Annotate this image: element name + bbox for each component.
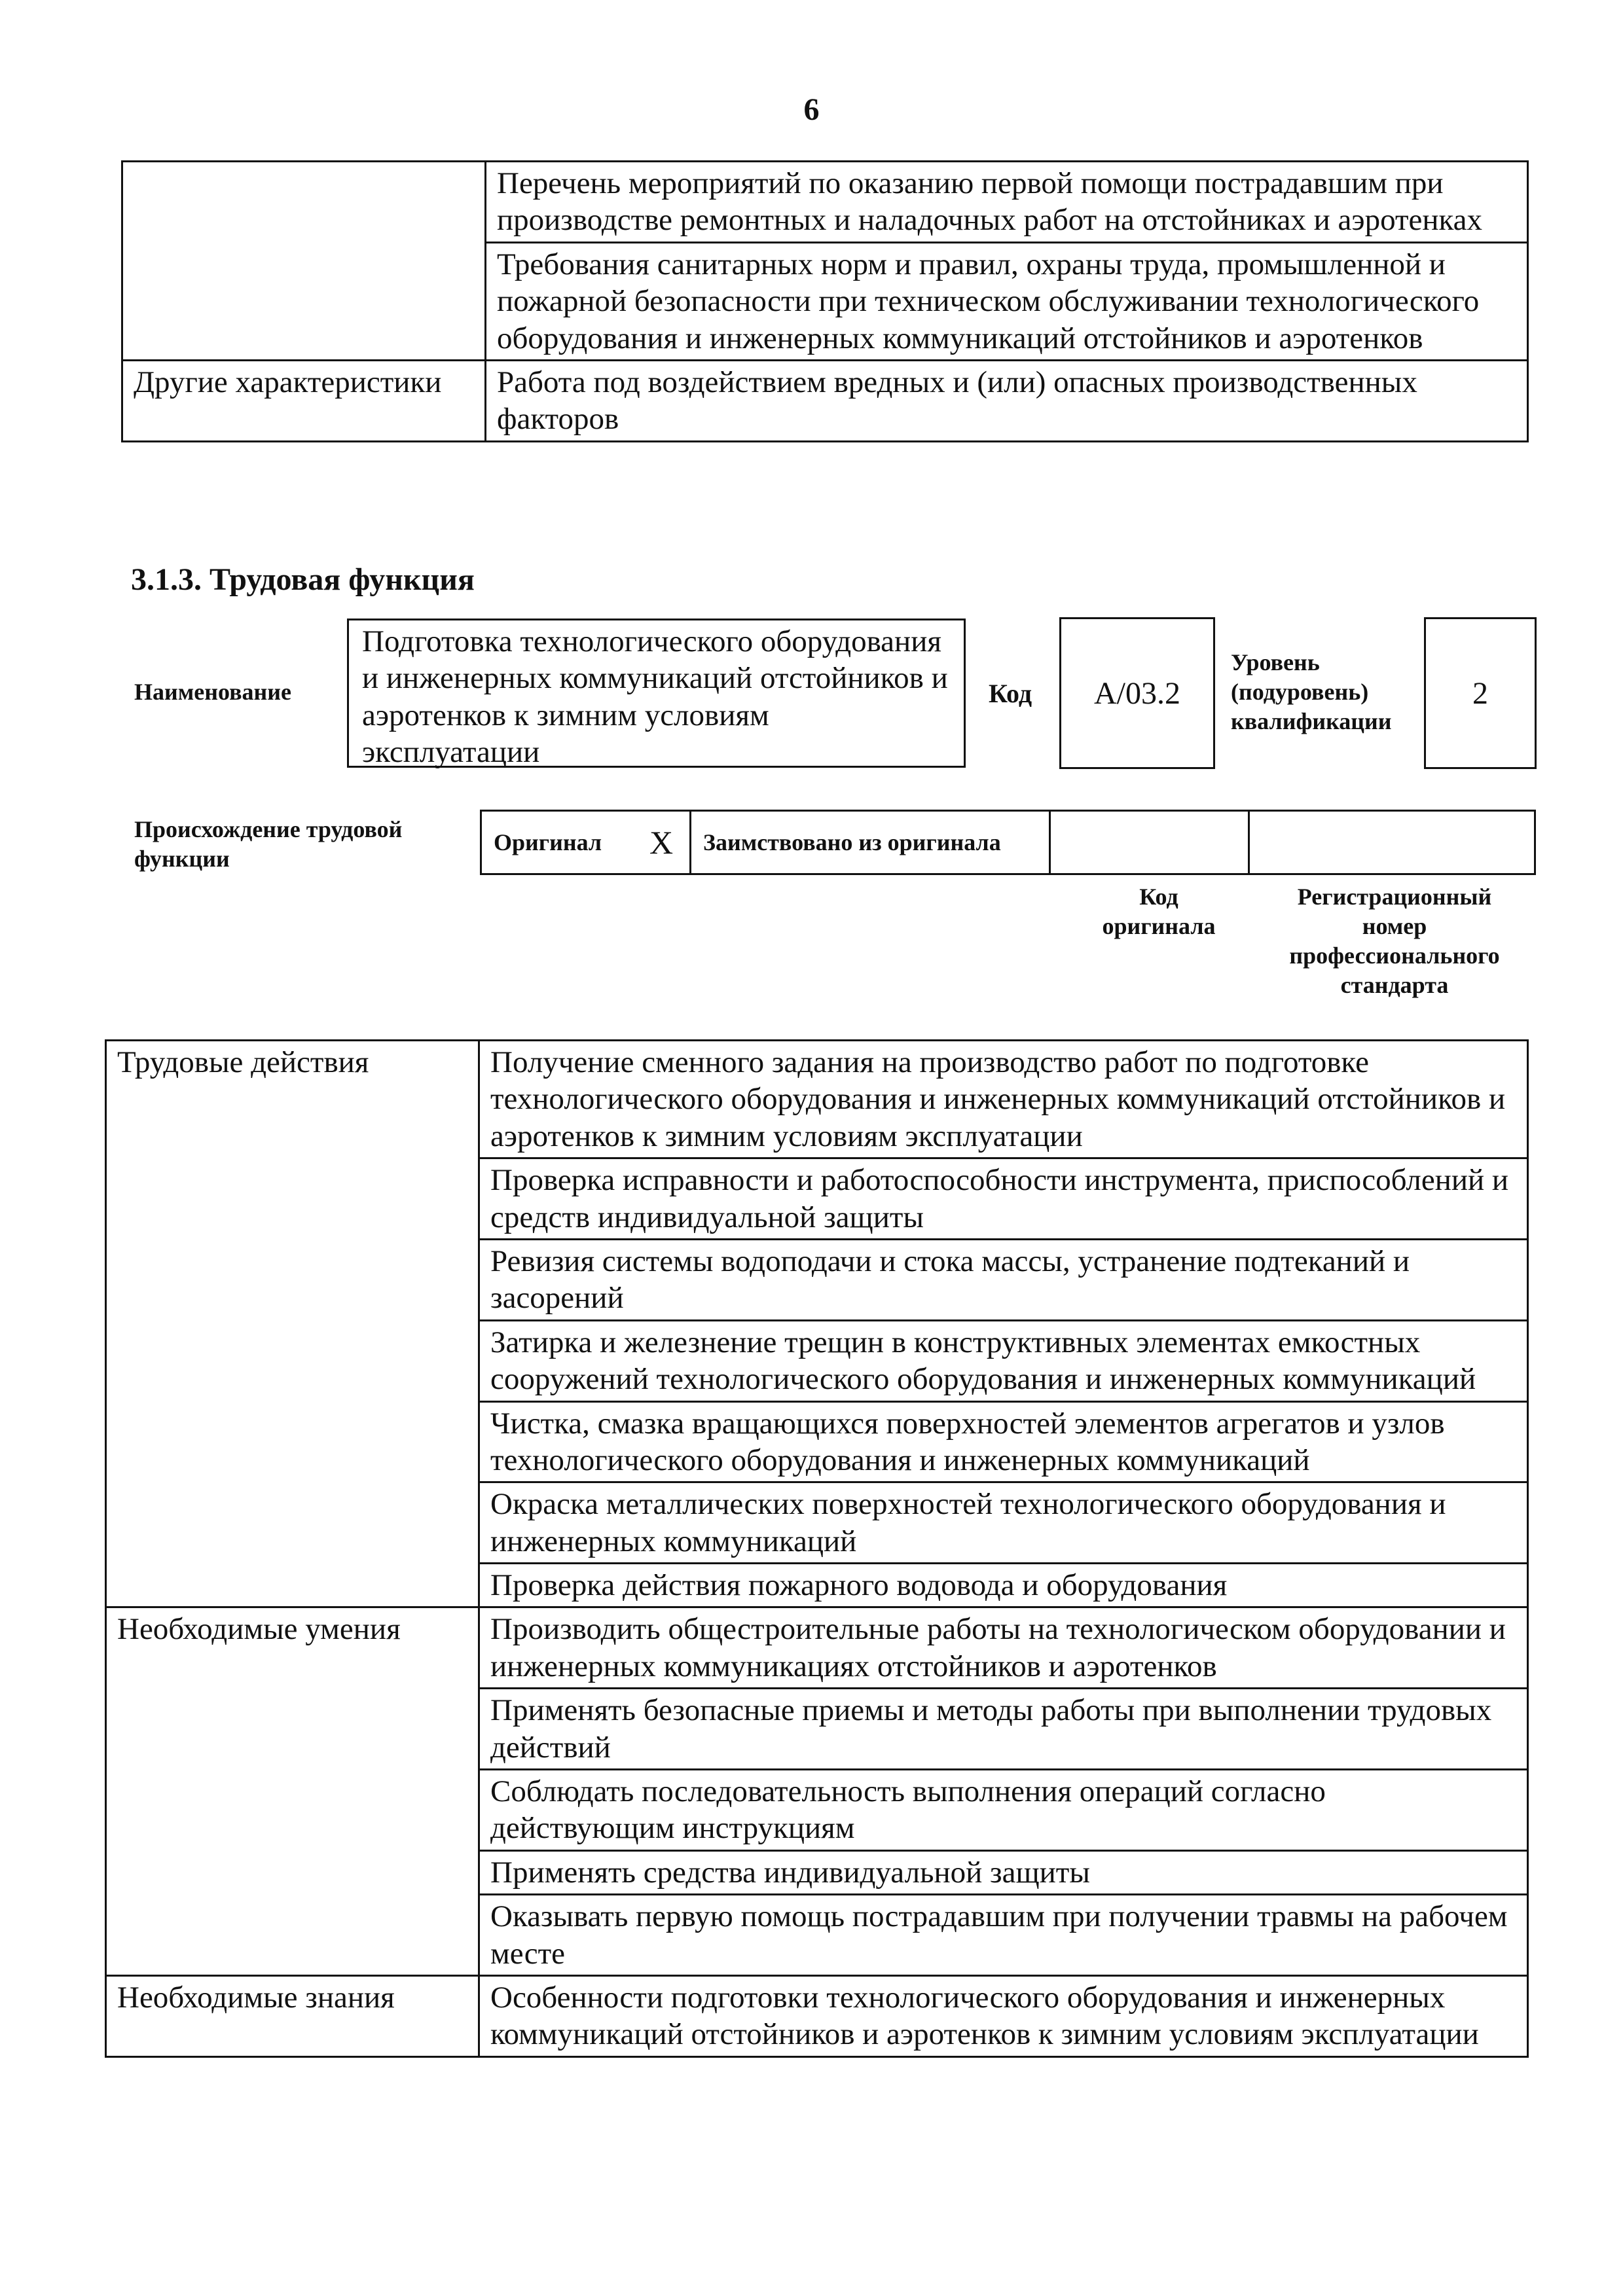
table-cell: Особенности подготовки технологического оборудования и инженерных коммуникаций отстойников и аэротенков к зимним условиям эксплуатации <box>479 1975 1528 2056</box>
borrowed-label: Заимствовано из оригинала <box>691 811 1050 874</box>
group-label: Необходимые знания <box>106 1975 479 2056</box>
group-label: Трудовые действия <box>106 1041 479 1607</box>
registration-number-cell <box>1249 811 1535 874</box>
section-title: 3.1.3. Трудовая функция <box>131 562 475 597</box>
table-cell: Применять безопасные приемы и методы работы при выполнении трудовых действий <box>479 1689 1528 1770</box>
table-cell: Соблюдать последовательность выполнения операций согласно действующим инструкциям <box>479 1770 1528 1851</box>
page-number: 6 <box>803 92 820 127</box>
table-label-cell <box>122 162 486 361</box>
original-mark: X <box>633 811 691 874</box>
level-label: Уровень (подуровень) квалификации <box>1231 649 1392 734</box>
registration-number-caption: Регистрационный номер профессионального стандарта <box>1289 884 1500 998</box>
level-value-box: 2 <box>1424 617 1537 769</box>
code-original-caption: Код оригинала <box>1102 884 1216 939</box>
top-characteristics-table <box>121 160 1529 442</box>
table-cell: Перечень мероприятий по оказанию первой помощи пострадавшим при производстве ремонтных и наладочных работ на отстойниках и аэротенках <box>486 162 1528 243</box>
table-cell: Окраска металлических поверхностей технологического оборудования и инженерных коммуникаций <box>479 1482 1528 1564</box>
code-value-box: A/03.2 <box>1059 617 1215 769</box>
table-cell: Ревизия системы водоподачи и стока массы, устранение подтеканий и засорений <box>479 1239 1528 1320</box>
origin-table <box>480 810 1536 875</box>
code-label: Код <box>989 679 1032 708</box>
table-cell: Затирка и железнение трещин в конструктивных элементах емкостных сооружений технологического оборудования и инженерных коммуникаций <box>479 1320 1528 1401</box>
table-cell: Чистка, смазка вращающихся поверхностей элементов агрегатов и узлов технологического оборудования и инженерных коммуникаций <box>479 1401 1528 1482</box>
origin-label: Происхождение трудовой функции <box>134 816 403 872</box>
table-cell: Оказывать первую помощь пострадавшим при получении травмы на рабочем месте <box>479 1895 1528 1976</box>
group-label: Необходимые умения <box>106 1607 479 1976</box>
table-cell: Требования санитарных норм и правил, охраны труда, промышленной и пожарной безопасности при техническом обслуживании технологического оборудования и инженерных коммуникаций отстойников и аэротенков <box>486 242 1528 360</box>
table-cell: Применять средства индивидуальной защиты <box>479 1850 1528 1894</box>
table-cell: Работа под воздействием вредных и (или) опасных производственных факторов <box>486 360 1528 441</box>
original-code-cell <box>1050 811 1249 874</box>
table-cell: Получение сменного задания на производство работ по подготовке технологического оборудования и инженерных коммуникаций отстойников и аэротенков к зимним условиям эксплуатации <box>479 1041 1528 1158</box>
labor-function-table <box>105 1039 1529 2058</box>
table-cell: Производить общестроительные работы на технологическом оборудовании и инженерных коммуникациях отстойников и аэротенков <box>479 1607 1528 1689</box>
table-label-cell: Другие характеристики <box>122 360 486 441</box>
table-cell: Проверка исправности и работоспособности инструмента, приспособлений и средств индивидуальной защиты <box>479 1158 1528 1240</box>
original-label: Оригинал <box>481 811 634 874</box>
name-label: Наименование <box>134 679 291 705</box>
table-cell: Проверка действия пожарного водовода и оборудования <box>479 1564 1528 1607</box>
function-name-box: Подготовка технологического оборудования и инженерных коммуникаций отстойников и аэротенков к зимним условиям эксплуатации <box>347 619 966 768</box>
